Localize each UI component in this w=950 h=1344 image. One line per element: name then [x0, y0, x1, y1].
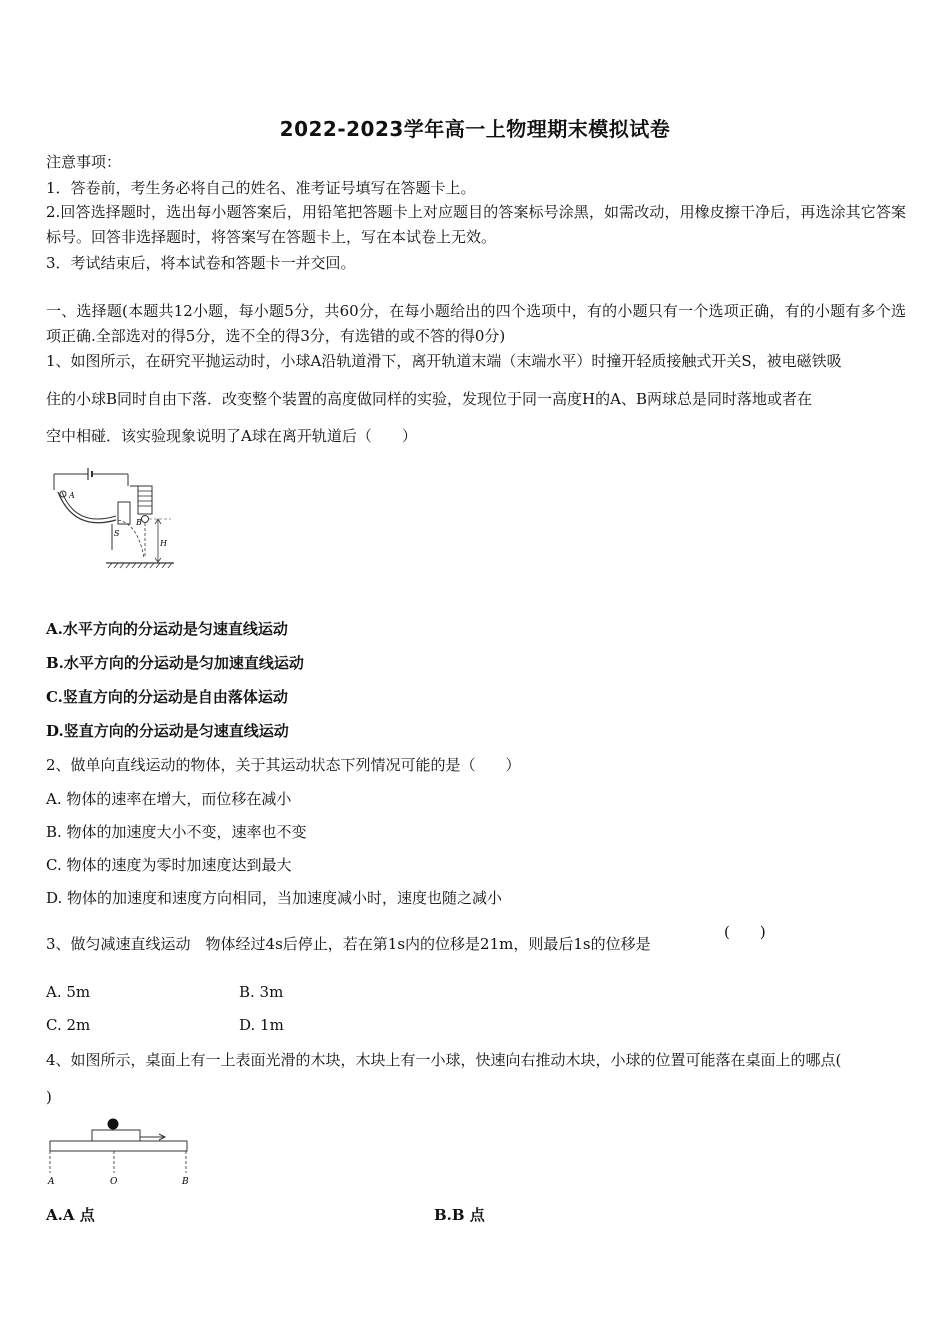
q3-option-b: B. 3m: [239, 983, 284, 1001]
q2-option-d: D. 物体的加速度和速度方向相同，当加速度减小时，速度也随之减小: [46, 889, 503, 907]
q2-option-c: C. 物体的速度为零时加速度达到最大: [46, 856, 292, 874]
q3-answer-paren: ( ): [724, 923, 766, 941]
q1-option-a: A.水平方向的分运动是匀速直线运动: [46, 620, 288, 638]
q4-label-o: O: [110, 1177, 118, 1187]
q1-stem-line1: 1、如图所示，在研究平抛运动时，小球A沿轨道滑下，离开轨道末端（末端水平）时撞开轻质接触式开关S，被电磁铁吸: [46, 352, 842, 370]
q2-option-b: B. 物体的加速度大小不变，速率也不变: [46, 823, 307, 841]
notice-item-2: 2.回答选择题时，选出每小题答案后，用铅笔把答题卡上对应题目的答案标号涂黑，如需改动，用橡皮擦干净后，再选涂其它答案标号。回答非选择题时，将答案写在答题卡上，写在本试卷上无效。: [46, 203, 906, 246]
notice-item-1: 1．答卷前，考生务必将自己的姓名、准考证号填写在答题卡上。: [46, 179, 476, 197]
q3-option-a: A. 5m: [46, 983, 91, 1001]
q4-label-a: A: [48, 1177, 55, 1187]
q1-option-d: D.竖直方向的分运动是匀速直线运动: [46, 722, 289, 740]
q2-stem: 2、做单向直线运动的物体，关于其运动状态下列情况可能的是（ ）: [46, 756, 521, 774]
q1-option-b: B.水平方向的分运动是匀加速直线运动: [46, 654, 304, 672]
q3-option-d: D. 1m: [239, 1016, 284, 1034]
q1-stem-line2: 住的小球B同时自由下落．改变整个装置的高度做同样的实验，发现位于同一高度H的A、B两球总是同时落地或者在: [46, 390, 812, 408]
q3-option-c: C. 2m: [46, 1016, 91, 1034]
q1-projectile-apparatus-figure: [46, 462, 181, 572]
q1-label-h: H: [160, 539, 167, 548]
notice-heading: 注意事项：: [46, 153, 122, 171]
q2-option-a: A. 物体的速率在增大，而位移在减小: [46, 790, 292, 808]
q1-label-s: S: [114, 529, 120, 538]
q4-stem-end: ): [46, 1088, 52, 1106]
notice-item-3: 3．考试结束后，将本试卷和答题卡一并交回。: [46, 254, 356, 272]
q4-option-b: B.B 点: [434, 1206, 485, 1224]
q4-option-a: A.A 点: [46, 1206, 95, 1224]
page-title: 2022-2023学年高一上物理期末模拟试卷: [279, 117, 671, 141]
q3-stem: 3、做匀减速直线运动 物体经过4s后停止，若在第1s内的位移是21m，则最后1s的位移是: [46, 935, 651, 953]
q1-label-b: B: [136, 518, 142, 527]
q4-stem: 4、如图所示，桌面上有一上表面光滑的木块，木块上有一小球，快速向右推动木块，小球的位置可能落在桌面上的哪点(: [46, 1051, 842, 1069]
q4-label-b: B: [182, 1177, 189, 1187]
q1-stem-line3: 空中相碰．该实验现象说明了A球在离开轨道后（ ）: [46, 427, 417, 445]
q4-table-block-figure: [46, 1115, 196, 1190]
q1-label-a: A: [69, 491, 75, 500]
q1-option-c: C.竖直方向的分运动是自由落体运动: [46, 688, 288, 706]
section-heading: 一、选择题(本题共12小题，每小题5分，共60分，在每小题给出的四个选项中，有的小题只有一个选项正确，有的小题有多个选项正确.全部选对的得5分，选不全的得3分，有选错的或不答的得0分): [46, 302, 906, 345]
